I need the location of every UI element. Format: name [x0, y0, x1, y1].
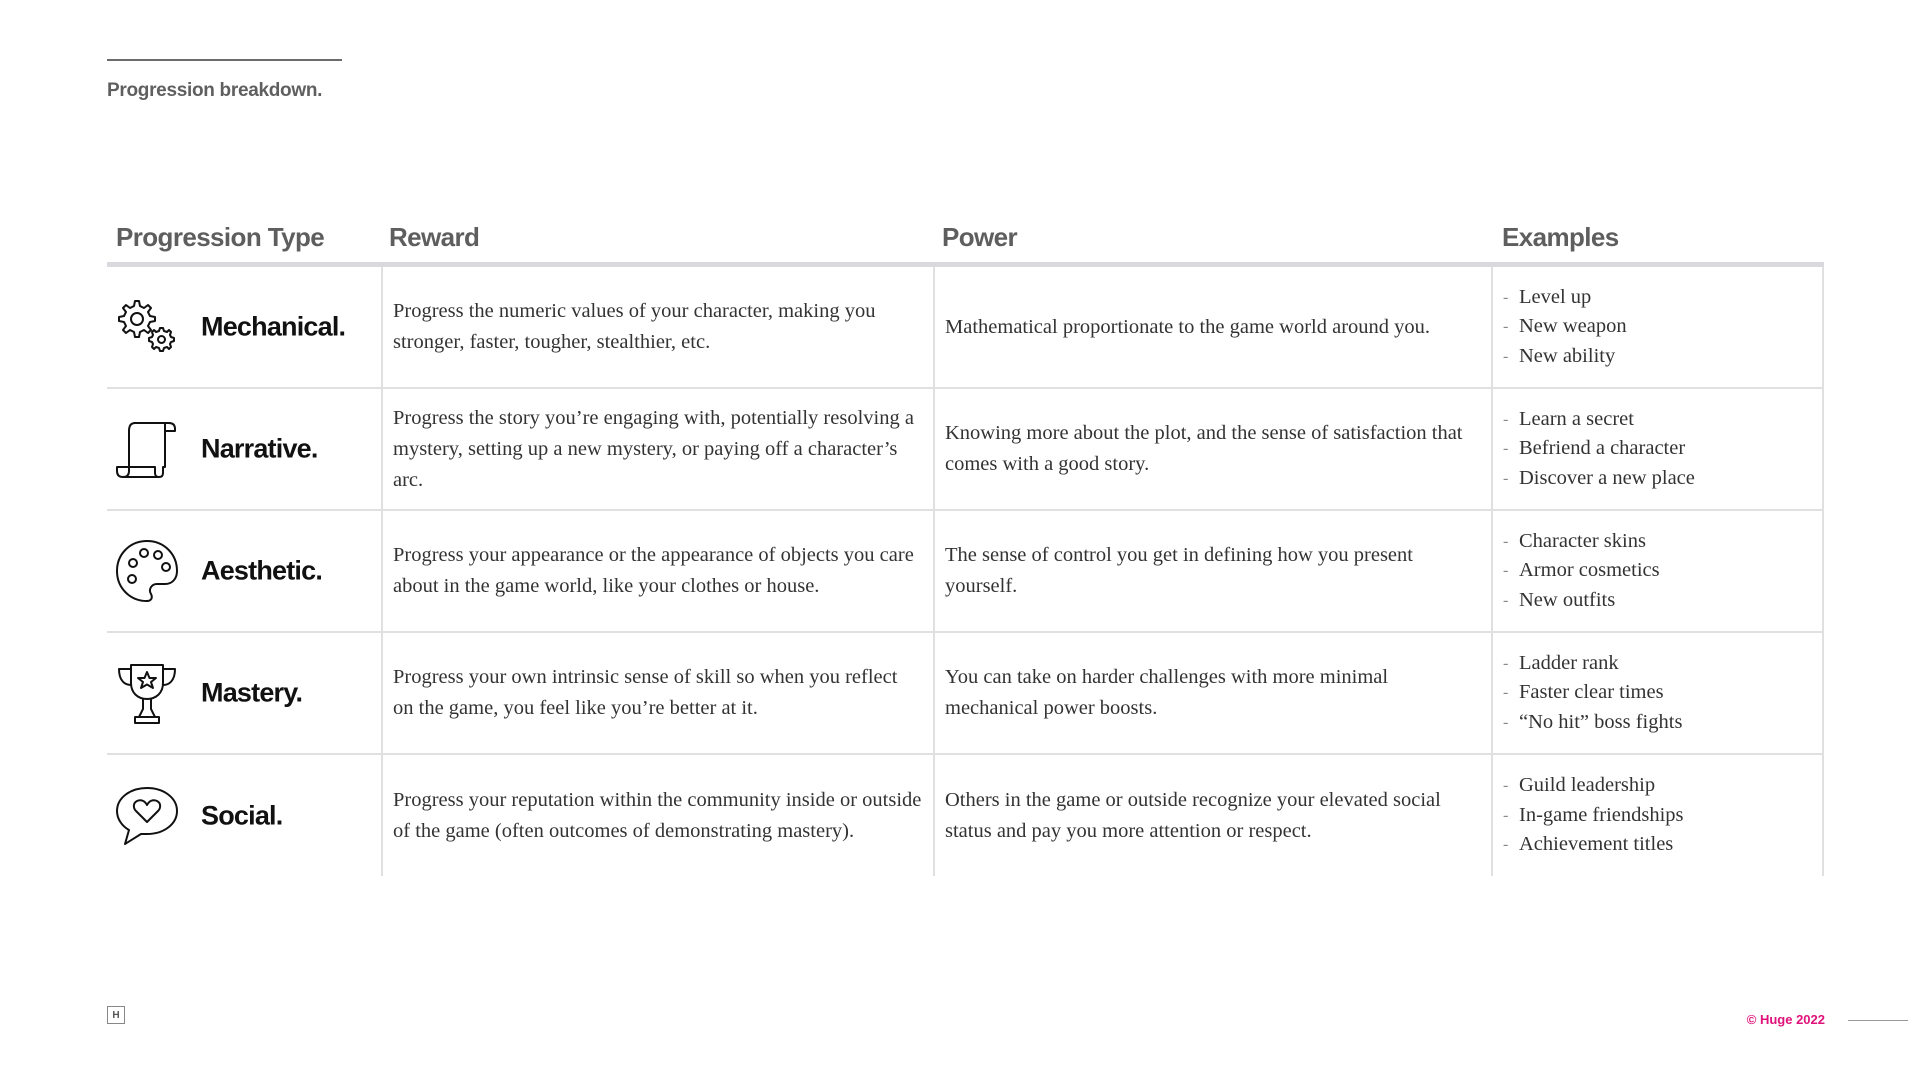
table-row-narrative	[107, 389, 1824, 511]
table-row-aesthetic	[107, 511, 1824, 633]
list-item: - New weapon	[1503, 312, 1627, 342]
header-examples: Examples	[1502, 222, 1619, 252]
footer-rule	[1848, 1020, 1908, 1021]
type-cell	[107, 755, 380, 876]
gears-icon	[115, 295, 179, 359]
power-cell	[933, 633, 1491, 753]
scroll-icon	[115, 417, 179, 481]
examples-list	[1503, 771, 1684, 860]
examples-list	[1503, 283, 1627, 372]
list-item: - “No hit” boss fights	[1503, 708, 1682, 738]
power-text: You can take on harder challenges with more minimal mechanical power boosts.	[945, 666, 1389, 719]
list-item: - Guild leadership	[1503, 771, 1684, 801]
header-progression-type: Progression Type	[116, 222, 325, 252]
examples-cell	[1491, 511, 1824, 631]
power-cell	[933, 755, 1491, 876]
reward-text: Progress your own intrinsic sense of skill so when you reflect on the game, you feel like you’re better at it.	[393, 666, 898, 719]
power-text: Others in the game or outside recognize your elevated social status and pay you more attention or respect.	[945, 788, 1441, 842]
reward-cell	[381, 389, 933, 509]
copyright-text: © Huge 2022	[1746, 1012, 1825, 1027]
power-text: Knowing more about the plot, and the sense of satisfaction that comes with a good story.	[945, 422, 1463, 475]
palette-icon	[115, 539, 179, 603]
type-name: Narrative.	[201, 433, 318, 464]
examples-list	[1503, 405, 1695, 494]
reward-text: Progress the story you’re engaging with, potentially resolving a mystery, setting up a new mystery, or paying off a character’s arc.	[393, 406, 914, 491]
table-row-mechanical	[107, 267, 1824, 389]
reward-cell	[381, 267, 933, 387]
reward-cell	[381, 511, 933, 631]
power-cell	[933, 511, 1491, 631]
list-item: - In-game friendships	[1503, 801, 1684, 831]
list-item: - Befriend a character	[1503, 434, 1695, 464]
table-row-mastery	[107, 633, 1824, 755]
examples-cell	[1491, 633, 1824, 753]
header-power: Power	[942, 222, 1018, 252]
power-cell	[933, 389, 1491, 509]
type-cell	[107, 267, 380, 387]
progression-table	[107, 218, 1824, 876]
reward-cell	[381, 633, 933, 753]
type-name: Mastery.	[201, 677, 303, 708]
page-title: Progression breakdown.	[107, 80, 323, 101]
type-cell	[107, 511, 380, 631]
list-item: - Faster clear times	[1503, 678, 1682, 708]
huge-logo: H	[107, 1006, 125, 1024]
list-item: - Ladder rank	[1503, 649, 1682, 679]
examples-list	[1503, 649, 1682, 738]
type-name: Mechanical.	[201, 311, 346, 342]
list-item: - New outfits	[1503, 586, 1660, 616]
trophy-icon	[115, 661, 179, 725]
list-item: - Achievement titles	[1503, 830, 1684, 860]
list-item: - Learn a secret	[1503, 405, 1695, 435]
reward-text: Progress your appearance or the appearance of objects you care about in the game world, like your clothes or house.	[393, 544, 914, 597]
reward-text: Progress your reputation within the community inside or outside of the game (often outcomes of demonstrating mastery).	[393, 788, 922, 842]
table-row-social	[107, 755, 1824, 876]
power-cell	[933, 267, 1491, 387]
examples-cell	[1491, 389, 1824, 509]
examples-cell	[1491, 267, 1824, 387]
heart-speech-bubble-icon	[115, 784, 179, 848]
power-text: Mathematical proportionate to the game world around you.	[945, 315, 1431, 338]
reward-cell	[381, 755, 933, 876]
reward-text: Progress the numeric values of your character, making you stronger, faster, tougher, stealthier, etc.	[393, 300, 876, 353]
power-text: The sense of control you get in defining how you present yourself.	[945, 544, 1413, 597]
list-item: - Character skins	[1503, 527, 1660, 557]
list-item: - Armor cosmetics	[1503, 556, 1660, 586]
title-rule	[107, 59, 342, 61]
header-reward: Reward	[389, 222, 480, 252]
examples-cell	[1491, 755, 1824, 876]
type-name: Aesthetic.	[201, 555, 323, 586]
type-cell	[107, 389, 380, 509]
list-item: - New ability	[1503, 342, 1627, 372]
type-cell	[107, 633, 380, 753]
type-name: Social.	[201, 800, 283, 830]
list-item: - Discover a new place	[1503, 464, 1695, 494]
table-header	[107, 218, 1824, 267]
list-item: - Level up	[1503, 283, 1627, 313]
examples-list	[1503, 527, 1660, 616]
